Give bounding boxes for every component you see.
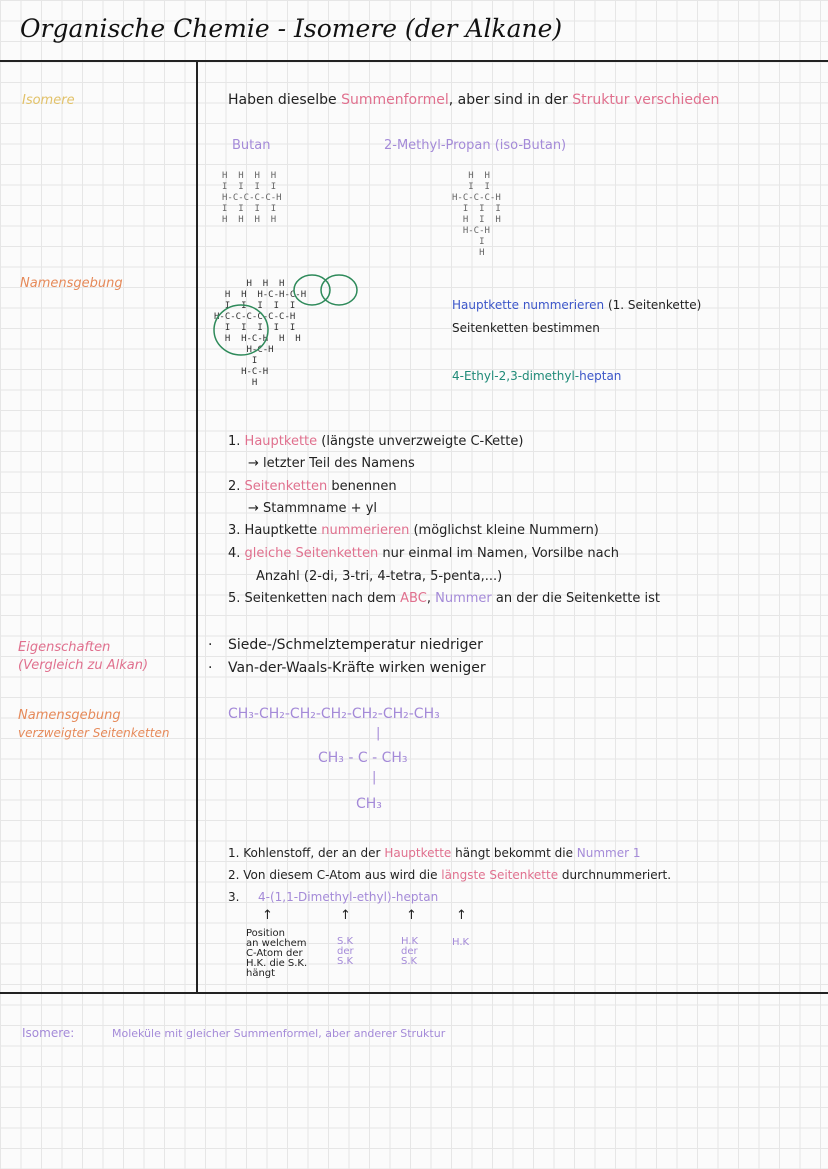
sidebar-vergleich: (Vergleich zu Alkan) bbox=[18, 658, 149, 673]
rule-1-text: (längste unverzweigte C-Kette) bbox=[321, 434, 524, 449]
arrow-4: ↑ bbox=[456, 908, 467, 923]
hauptkette-note bbox=[452, 298, 701, 312]
rule-4-number: 4. bbox=[228, 546, 241, 561]
property-2: Van-der-Waals-Kräfte wirken weniger bbox=[228, 660, 486, 676]
label-position-text: Position an welchem C-Atom der H.K. die S.K. hängt bbox=[246, 928, 308, 979]
rule-2-number: 2. bbox=[228, 479, 241, 494]
rule-4-term: gleiche Seitenketten bbox=[244, 546, 379, 561]
branch-bottom: CH₃ bbox=[356, 796, 382, 812]
bond-vertical-2: | bbox=[372, 770, 377, 785]
rule-4 bbox=[228, 546, 619, 561]
rule-5-nummer: Nummer bbox=[435, 591, 492, 606]
butan-structure: H H H H I I I I H-C-C-C-C-H I I I I H H H H bbox=[222, 171, 282, 225]
def-text-a: Haben dieselbe bbox=[228, 92, 337, 108]
rule-b2-a: Von diesem C-Atom aus wird die bbox=[243, 868, 438, 882]
branch-formula: CH₃ - C - CH₃ bbox=[318, 750, 408, 766]
rule-2-sub: → Stammname + yl bbox=[248, 501, 377, 516]
heptan-structure: H H H H H H-C-H-C-H I I I I I H-C-C-C-C-C-C-H I I I I I H H-C-H H H H-C-H I H-C-H H bbox=[214, 279, 307, 388]
rule-b1-nummer: Nummer 1 bbox=[576, 846, 641, 860]
rule-b1 bbox=[228, 846, 641, 860]
footer-term: Isomere: bbox=[22, 1026, 75, 1040]
rule-4-text: nur einmal im Namen, Vorsilbe nach bbox=[382, 546, 619, 561]
side-chain-circle-1 bbox=[214, 305, 268, 355]
sidebar-isomere: Isomere bbox=[22, 93, 75, 108]
rule-3 bbox=[228, 523, 599, 538]
rule-b1-a: Kohlenstoff, der an der bbox=[243, 846, 381, 860]
page-title: Organische Chemie - Isomere (der Alkane) bbox=[20, 14, 563, 43]
label-hk: H.K bbox=[452, 937, 470, 948]
footer-definition: Moleküle mit gleicher Summenformel, aber anderer Struktur bbox=[112, 1027, 446, 1040]
rule-3-text: (möglichst kleine Nummern) bbox=[413, 523, 599, 538]
sidebar-namensgebung-2: Namensgebung bbox=[18, 708, 121, 723]
rule-2-text: benennen bbox=[331, 479, 397, 494]
property-1: Siede-/Schmelztemperatur niedriger bbox=[228, 637, 483, 653]
butan-label: Butan bbox=[232, 138, 271, 153]
rule-b2-laengste: längste Seitenkette bbox=[441, 868, 559, 882]
rule-1 bbox=[228, 434, 523, 449]
isobutan-structure: H H I I H-C-C-C-H I I I H I H H-C-H I H bbox=[452, 171, 501, 258]
bullet-marker-2: · bbox=[208, 660, 213, 676]
sidebar-namensgebung: Namensgebung bbox=[20, 276, 123, 291]
seitenketten-note: Seitenketten bestimmen bbox=[452, 321, 600, 335]
rule-2-term: Seitenketten bbox=[244, 479, 328, 494]
rule-5-comma: , bbox=[426, 591, 431, 606]
rule-b1-hauptkette: Hauptkette bbox=[384, 846, 452, 860]
label-hk-der-sk: H.K der S.K bbox=[401, 936, 419, 967]
label-sk-der-sk: S.K der S.K bbox=[337, 936, 354, 967]
hauptkette-sub: (1. Seitenkette) bbox=[607, 298, 702, 312]
rule-3-number: 3. bbox=[228, 523, 241, 538]
side-chain-circle-3 bbox=[321, 275, 357, 305]
rule-5 bbox=[228, 591, 660, 606]
arrow-2: ↑ bbox=[340, 908, 351, 923]
rule-b1-number: 1. bbox=[228, 846, 240, 860]
sidebar-eigenschaften: Eigenschaften bbox=[18, 640, 111, 655]
side-chain-circle-2 bbox=[294, 275, 330, 305]
rule-b2-c: durchnummeriert. bbox=[561, 868, 672, 882]
rule-5-e: an der die Seitenkette ist bbox=[495, 591, 661, 606]
rule-b2 bbox=[228, 868, 671, 882]
sidebar-verzweigter: verzweigter Seitenketten bbox=[18, 726, 170, 740]
heptan-name bbox=[452, 369, 621, 383]
arrow-3: ↑ bbox=[406, 908, 417, 923]
rule-1-sub: → letzter Teil des Namens bbox=[248, 456, 415, 471]
bullet-marker-1: · bbox=[208, 637, 213, 653]
methylpropan-label: 2-Methyl-Propan (iso-Butan) bbox=[384, 138, 567, 153]
bond-vertical-1: | bbox=[376, 726, 381, 741]
rule-3-a: Hauptkette bbox=[244, 523, 318, 538]
hauptkette-label: Hauptkette nummerieren bbox=[452, 298, 605, 312]
rule-1-term: Hauptkette bbox=[244, 434, 318, 449]
def-struktur: Struktur verschieden bbox=[572, 92, 720, 108]
rule-4-sub: Anzahl (2-di, 3-tri, 4-tetra, 5-penta,...) bbox=[256, 569, 503, 584]
rule-1-number: 1. bbox=[228, 434, 241, 449]
rule-2 bbox=[228, 479, 397, 494]
def-summenformel: Summenformel bbox=[341, 92, 449, 108]
rule-b3-name: 4-(1,1-Dimethyl-ethyl)-heptan bbox=[258, 890, 439, 904]
rule-5-a: Seitenketten nach dem bbox=[244, 591, 397, 606]
label-position bbox=[246, 929, 307, 979]
rule-3-term: nummerieren bbox=[321, 523, 410, 538]
rule-b2-number: 2. bbox=[228, 868, 240, 882]
rule-5-abc: ABC bbox=[400, 591, 427, 606]
rule-5-number: 5. bbox=[228, 591, 241, 606]
arrow-1: ↑ bbox=[262, 908, 273, 923]
rule-b1-c: hängt bekommt die bbox=[455, 846, 573, 860]
main-chain-formula: CH₃-CH₂-CH₂-CH₂-CH₂-CH₂-CH₃ bbox=[228, 706, 440, 722]
rule-b3-number: 3. bbox=[228, 890, 240, 904]
def-text-c: , aber sind in der bbox=[448, 92, 568, 108]
heptan-name-a: 4-Ethyl-2,3-dimethyl- bbox=[452, 369, 580, 383]
heptan-name-b: heptan bbox=[579, 369, 622, 383]
